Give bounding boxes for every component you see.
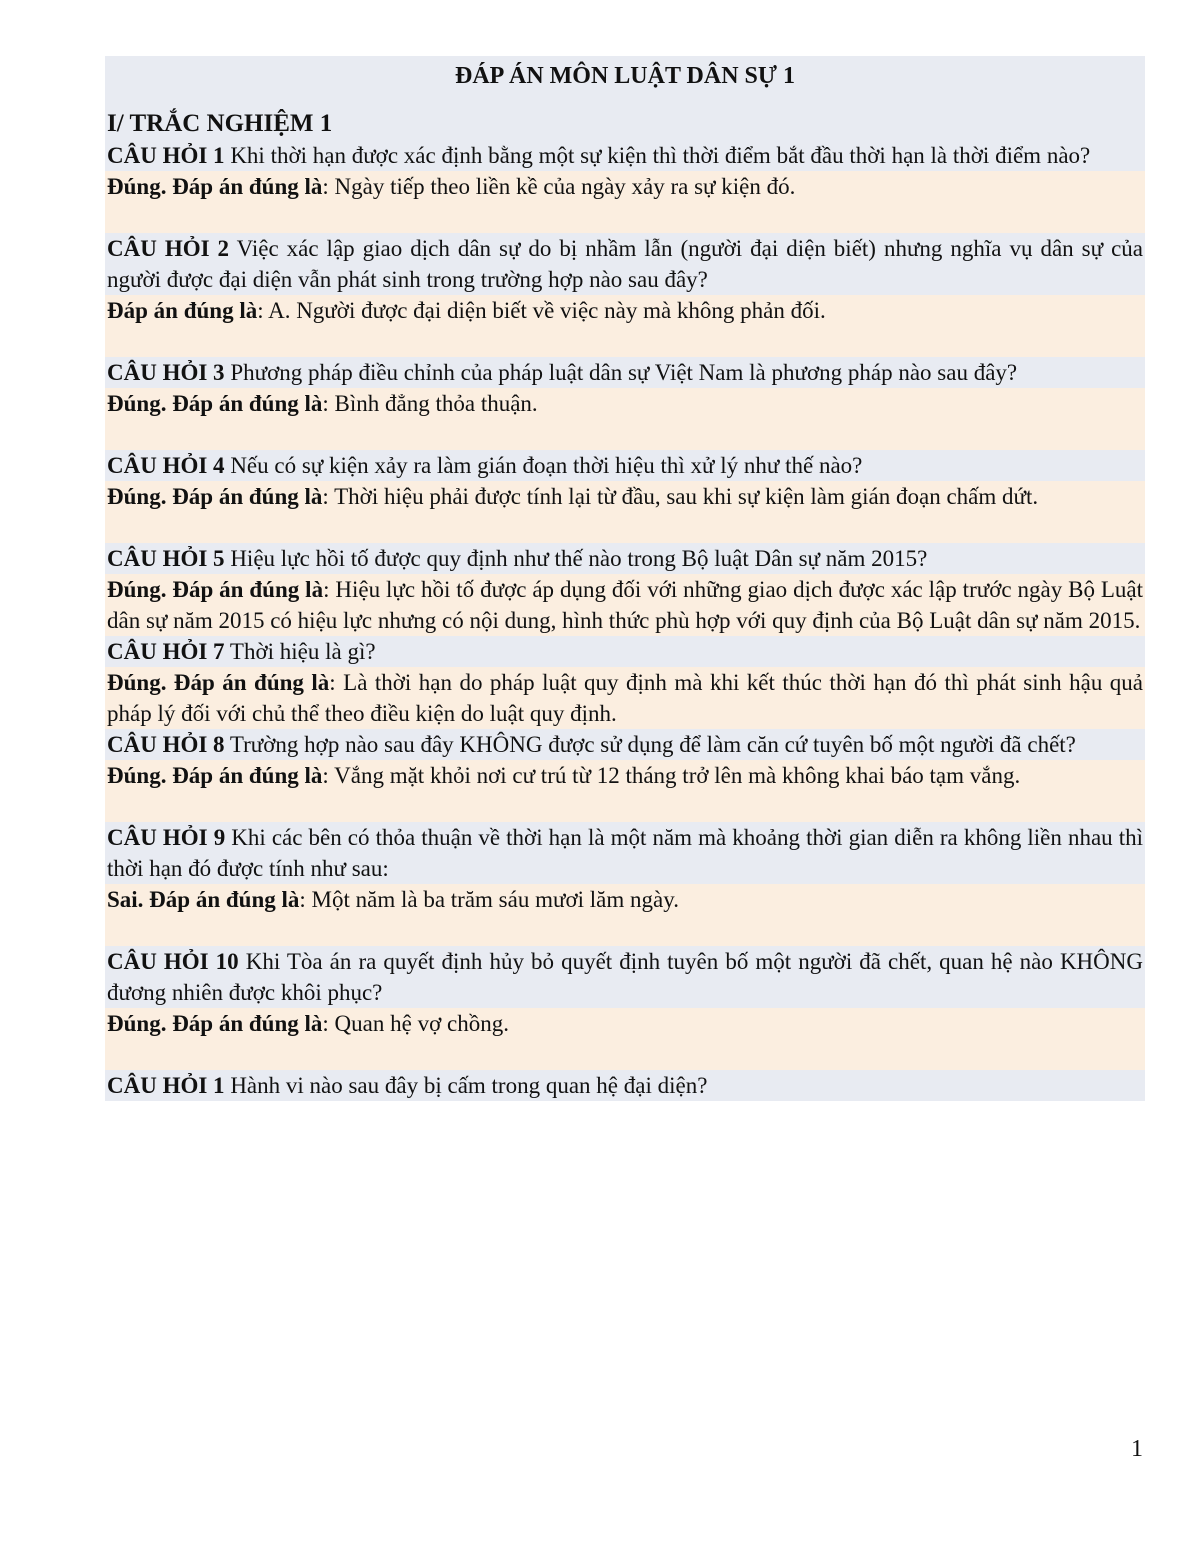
answer-block bbox=[105, 760, 1145, 822]
document-title: ĐÁP ÁN MÔN LUẬT DÂN SỰ 1 bbox=[454, 63, 795, 89]
answer-body: : Quan hệ vợ chồng. bbox=[322, 1011, 509, 1036]
answer-block bbox=[105, 171, 1145, 233]
question-block bbox=[105, 946, 1145, 1008]
answer-verdict: Đúng. Đáp án đúng là bbox=[107, 577, 324, 602]
answer-block bbox=[105, 295, 1145, 357]
question-text bbox=[107, 946, 1143, 1008]
answer-text bbox=[107, 388, 1143, 450]
question-text bbox=[107, 729, 1143, 760]
question-label: CÂU HỎI 8 bbox=[107, 732, 225, 757]
answer-body: : A. Người được đại diện biết về việc này mà không phản đối. bbox=[257, 298, 826, 323]
question-block bbox=[105, 140, 1145, 171]
question-block bbox=[105, 357, 1145, 388]
answer-block bbox=[105, 574, 1145, 636]
question-body: Phương pháp điều chỉnh của pháp luật dân sự Việt Nam là phương pháp nào sau đây? bbox=[224, 360, 1018, 385]
question-block bbox=[105, 233, 1145, 295]
answer-text bbox=[107, 481, 1143, 543]
question-text bbox=[107, 1070, 1143, 1101]
answer-verdict: Đúng. Đáp án đúng là bbox=[107, 484, 323, 509]
answer-body: : Vắng mặt khỏi nơi cư trú từ 12 tháng trở lên mà không khai báo tạm vắng. bbox=[322, 763, 1021, 788]
answer-block bbox=[105, 1008, 1145, 1070]
answer-verdict: Đúng. Đáp án đúng là bbox=[107, 1011, 323, 1036]
question-text bbox=[107, 636, 1143, 667]
answer-body: : Hiệu lực hồi tố được áp dụng đối với những giao dịch được xác lập trước ngày Bộ Luật dân sự năm 2015 có hiệu lực nhưng có nội dung, hình thức phù hợp với quy định của Bộ Luật dân sự năm 2015. bbox=[107, 577, 1144, 633]
question-body: Nếu có sự kiện xảy ra làm gián đoạn thời hiệu thì xử lý như thế nào? bbox=[224, 453, 863, 478]
question-text bbox=[107, 233, 1143, 295]
question-text bbox=[107, 140, 1143, 171]
question-label: CÂU HỎI 3 bbox=[107, 360, 225, 385]
answer-block bbox=[105, 884, 1145, 946]
answer-verdict: Sai. Đáp án đúng là bbox=[107, 887, 300, 912]
question-block bbox=[105, 636, 1145, 667]
document-body bbox=[105, 56, 1145, 1101]
answer-verdict: Đúng. Đáp án đúng là bbox=[107, 391, 323, 416]
answer-body: : Là thời hạn do pháp luật quy định mà khi kết thúc thời hạn đó thì phát sinh hậu quả pháp lý đối với chủ thể theo điều kiện do luật quy định. bbox=[107, 670, 1143, 726]
section-heading: I/ TRẮC NGHIỆM 1 bbox=[107, 110, 333, 137]
answer-verdict: Đúng. Đáp án đúng là bbox=[107, 763, 323, 788]
answer-body: : Thời hiệu phải được tính lại từ đầu, sau khi sự kiện làm gián đoạn chấm dứt. bbox=[322, 484, 1039, 509]
answer-body: : Một năm là ba trăm sáu mươi lăm ngày. bbox=[299, 887, 679, 912]
question-body: Hành vi nào sau đây bị cấm trong quan hệ đại diện? bbox=[224, 1073, 708, 1098]
question-label: CÂU HỎI 7 bbox=[107, 639, 225, 664]
page-number: 1 bbox=[1131, 1436, 1143, 1462]
qa-list bbox=[105, 140, 1145, 1070]
question-text bbox=[107, 450, 1143, 481]
question-label: CÂU HỎI 9 bbox=[107, 825, 226, 850]
last-question-block bbox=[105, 1070, 1145, 1101]
question-body: Việc xác lập giao dịch dân sự do bị nhầm lẫn (người đại diện biết) nhưng nghĩa vụ dân sự của người được đại diện vẫn phát sinh trong trường hợp nào sau đây? bbox=[107, 236, 1143, 292]
answer-text bbox=[107, 884, 1143, 946]
answer-body: : Bình đẳng thỏa thuận. bbox=[322, 391, 538, 416]
answer-text bbox=[107, 1008, 1143, 1070]
answer-text bbox=[107, 171, 1143, 233]
question-body: Khi Tòa án ra quyết định hủy bỏ quyết định tuyên bố một người đã chết, quan hệ nào KHÔNG đương nhiên được khôi phục? bbox=[107, 949, 1143, 1005]
answer-text bbox=[107, 760, 1143, 822]
question-block bbox=[105, 729, 1145, 760]
answer-verdict: Đúng. Đáp án đúng là bbox=[107, 670, 330, 695]
answer-block bbox=[105, 388, 1145, 450]
answer-text bbox=[107, 667, 1143, 729]
question-body: Khi thời hạn được xác định bằng một sự kiện thì thời điểm bắt đầu thời hạn là thời điểm nào? bbox=[224, 143, 1091, 168]
answer-verdict: Đáp án đúng là bbox=[107, 298, 258, 323]
question-block bbox=[105, 450, 1145, 481]
question-text bbox=[107, 543, 1143, 574]
question-label: CÂU HỎI 2 bbox=[107, 236, 230, 261]
answer-text bbox=[107, 574, 1143, 636]
question-label: CÂU HỎI 10 bbox=[107, 949, 239, 974]
question-label: CÂU HỎI 1 bbox=[107, 143, 225, 168]
question-body: Hiệu lực hồi tố được quy định như thế nào trong Bộ luật Dân sự năm 2015? bbox=[224, 546, 928, 571]
question-label: CÂU HỎI 4 bbox=[107, 453, 225, 478]
question-body: Khi các bên có thỏa thuận về thời hạn là một năm mà khoảng thời gian diễn ra không liền nhau thì thời hạn đó được tính như sau: bbox=[107, 825, 1144, 881]
question-label: CÂU HỎI 5 bbox=[107, 546, 225, 571]
question-body: Thời hiệu là gì? bbox=[224, 639, 376, 664]
answer-verdict: Đúng. Đáp án đúng là bbox=[107, 174, 323, 199]
answer-block bbox=[105, 667, 1145, 729]
question-body: Trường hợp nào sau đây KHÔNG được sử dụng để làm căn cứ tuyên bố một người đã chết? bbox=[224, 732, 1076, 757]
answer-body: : Ngày tiếp theo liền kề của ngày xảy ra sự kiện đó. bbox=[322, 174, 796, 199]
header-block bbox=[105, 56, 1145, 140]
question-text bbox=[107, 822, 1143, 884]
question-text bbox=[107, 357, 1143, 388]
answer-block bbox=[105, 481, 1145, 543]
question-label: CÂU HỎI 1 bbox=[107, 1073, 225, 1098]
answer-text bbox=[107, 295, 1143, 357]
question-block bbox=[105, 822, 1145, 884]
question-block bbox=[105, 543, 1145, 574]
